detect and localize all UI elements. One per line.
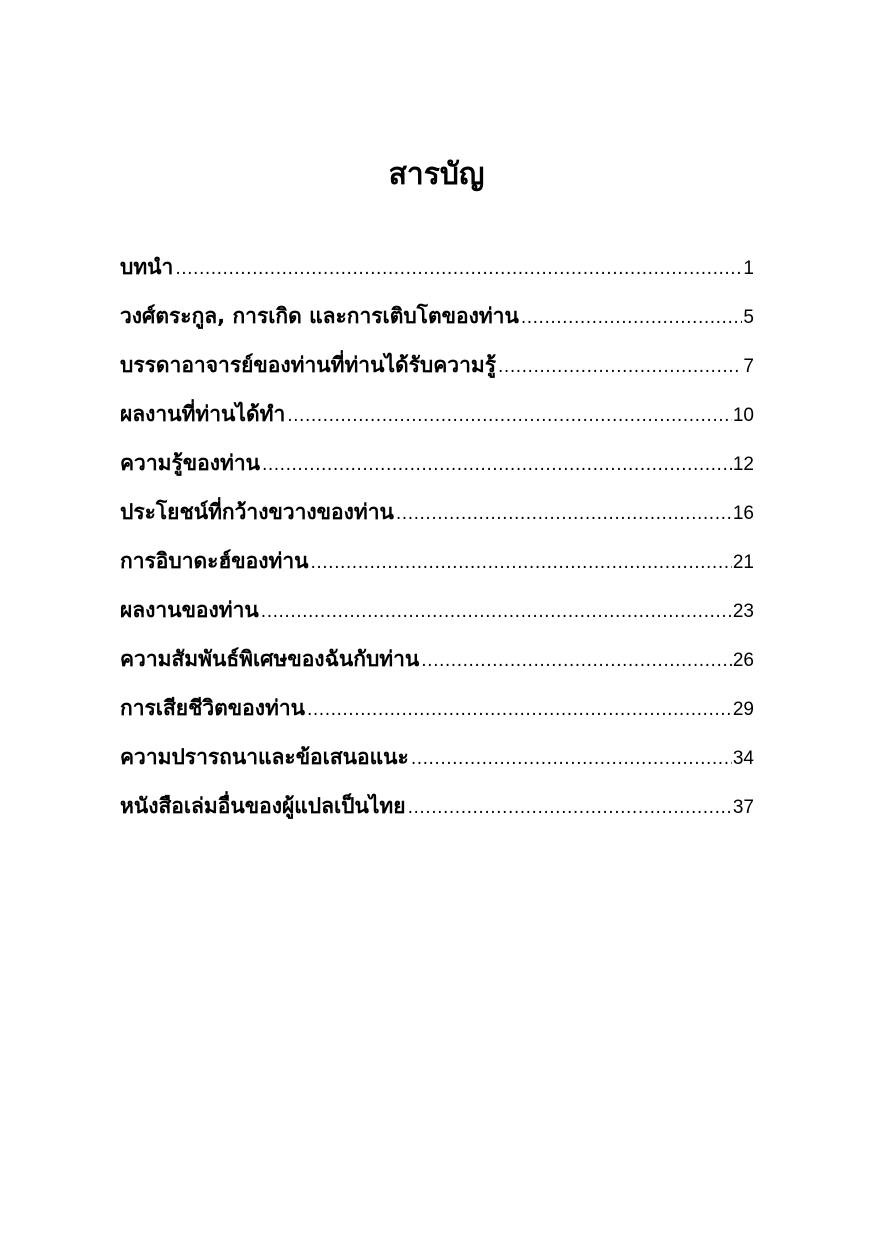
toc-entry-page: 10 [732, 405, 754, 426]
toc-dot-leader [411, 735, 732, 784]
toc-entry-page: 34 [732, 748, 754, 769]
toc-entry-page: 12 [732, 454, 754, 475]
toc-dot-leader [421, 637, 732, 686]
toc-dot-leader [261, 588, 732, 637]
toc-entry[interactable] [120, 439, 754, 488]
toc-entry[interactable] [120, 782, 754, 831]
toc-entry-page: 7 [743, 356, 754, 377]
toc-entry-label: ความรู้ของท่าน [120, 451, 260, 475]
toc-dot-leader [310, 539, 731, 588]
toc-entry[interactable] [120, 341, 754, 390]
toc-entry-label: ความปรารถนาและข้อเสนอแนะ [120, 745, 409, 769]
toc-entry-label: ความสัมพันธ์พิเศษของฉันกับท่าน [120, 647, 420, 671]
toc-entry-page: 37 [732, 797, 754, 818]
toc-entry[interactable] [120, 390, 754, 439]
toc-entry[interactable] [120, 243, 754, 292]
toc-entry-page: 29 [732, 699, 754, 720]
toc-entry-label: บทนำ [120, 255, 174, 279]
page-title: สารบัญ [388, 157, 485, 192]
toc-dot-leader [396, 490, 732, 539]
table-of-contents [120, 243, 754, 831]
toc-entry[interactable] [120, 488, 754, 537]
toc-dot-leader [498, 343, 742, 392]
toc-entry-page: 16 [732, 503, 754, 524]
toc-entry-label: หนังสือเล่มอื่นของผู้แปลเป็นไทย [120, 794, 406, 818]
toc-entry[interactable] [120, 586, 754, 635]
toc-entry-page: 1 [743, 258, 754, 279]
toc-entry-label: การเสียชีวิตของท่าน [120, 696, 305, 720]
toc-entry-label: ประโยชน์ที่กว้างขวางของท่าน [120, 500, 394, 524]
toc-entry-label: ผลงานที่ท่านได้ทำ [120, 402, 286, 426]
toc-entry-page: 5 [743, 307, 754, 328]
toc-entry[interactable] [120, 733, 754, 782]
toc-entry[interactable] [120, 684, 754, 733]
toc-dot-leader [287, 392, 732, 441]
toc-entry-label: วงศ์ตระกูล, การเกิด และการเติบโตของท่าน [120, 304, 519, 328]
toc-dot-leader [307, 686, 732, 735]
toc-dot-leader [262, 441, 732, 490]
toc-entry[interactable] [120, 635, 754, 684]
toc-entry-page: 26 [732, 650, 754, 671]
toc-dot-leader [408, 784, 732, 833]
toc-entry-page: 23 [732, 601, 754, 622]
toc-entry[interactable] [120, 537, 754, 586]
toc-dot-leader [521, 294, 743, 343]
toc-entry[interactable] [120, 292, 754, 341]
toc-entry-label: ผลงานของท่าน [120, 598, 259, 622]
toc-dot-leader [175, 245, 742, 294]
toc-entry-label: การอิบาดะฮ์ของท่าน [120, 549, 309, 573]
toc-entry-page: 21 [732, 552, 754, 573]
toc-entry-label: บรรดาอาจารย์ของท่านที่ท่านได้รับความรู้ [120, 353, 497, 377]
